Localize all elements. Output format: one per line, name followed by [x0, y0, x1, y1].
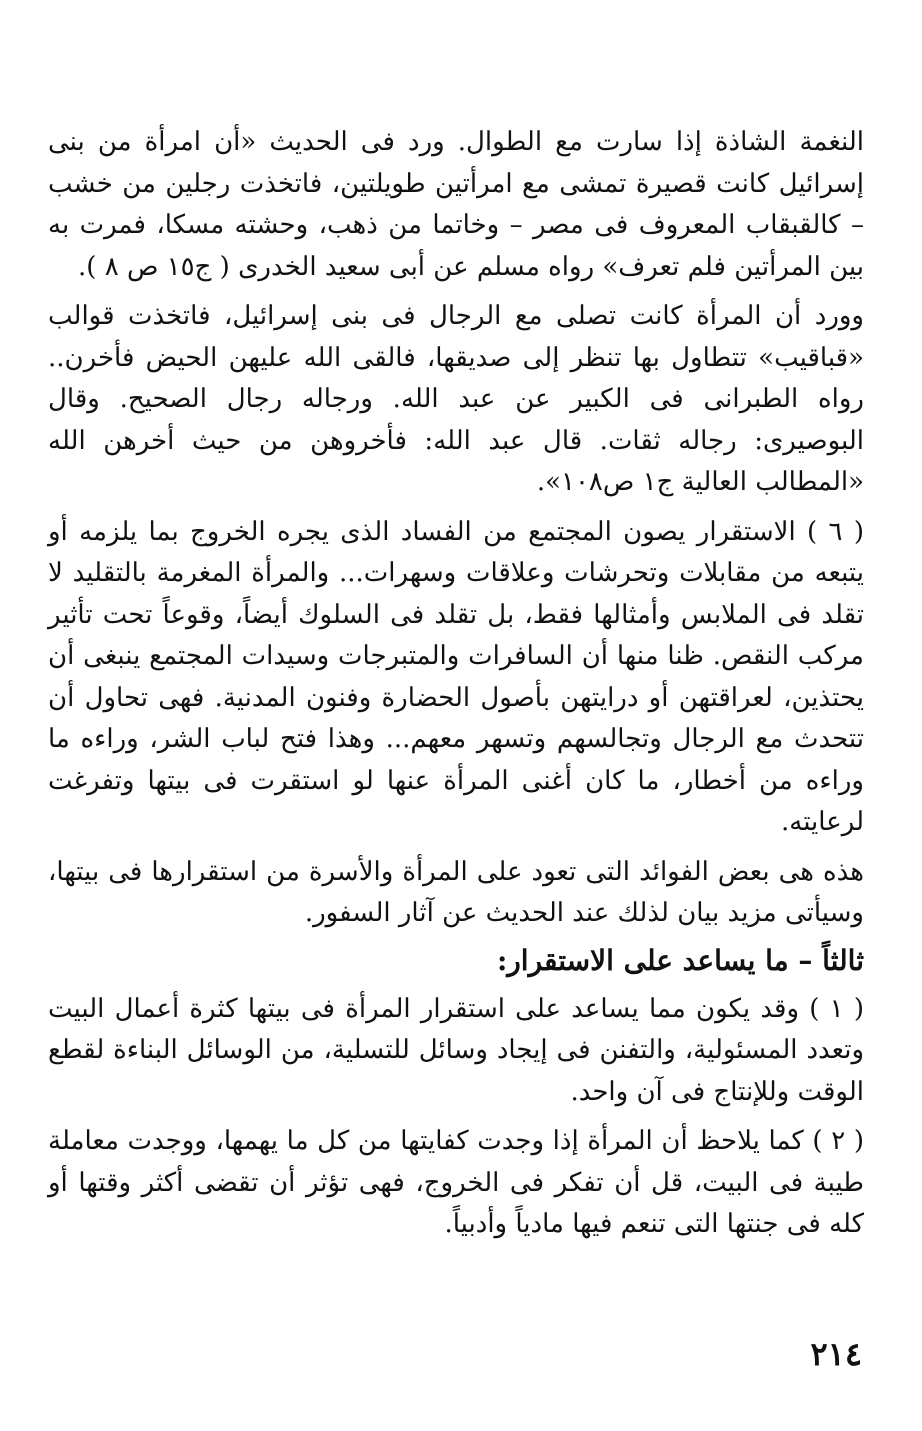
- page-number: ٢١٤: [810, 1335, 862, 1373]
- paragraph-point-1: ( ١ ) وقد يكون مما يساعد على استقرار المرأة فى بيتها كثرة أعمال البيت وتعدد المسئولية، والتفنن فى إيجاد وسائل للتسلية، من الوسائل البناءة لقطع الوقت وللإنتاج فى آن واحد.: [48, 993, 864, 1107]
- section-heading: ثالثاً – ما يساعد على الاستقرار:: [496, 943, 864, 977]
- paragraph-women-prayer: وورد أن المرأة كانت تصلى مع الرجال فى بنى إسرائيل، فاتخذت قوالب «قباقيب» تتطاول بها تنظر إلى صديقها، فالقى الله عليهن الحيض فأخرن.. رواه الطبرانى فى الكبير عن عبد الله. ورجاله رجال الصحيح. وقال البوصيرى: رجاله ثقات. قال عبد الله: فأخروهن من حيث أخرهن الله «المطالب العالية ج١ ص١٠٨».: [48, 301, 864, 497]
- paragraph-point-2: ( ٢ ) كما يلاحظ أن المرأة إذا وجدت كفايتها من كل ما يهمها، ووجدت معاملة طيبة فى البيت، قل أن تفكر فى الخروج، فهى تؤثر أن تقضى أكثر وقتها أو كله فى جنتها التى تنعم فيها مادياً وأدبياً.: [48, 1126, 864, 1239]
- paragraph-summary: هذه هى بعض الفوائد التى تعود على المرأة والأسرة من استقرارها فى بيتها، وسيأتى مزيد بيان لذلك عند الحديث عن آثار السفور.: [48, 856, 864, 928]
- paragraph-hadith-short-woman: النغمة الشاذة إذا سارت مع الطوال. ورد فى الحديث «أن امرأة من بنى إسرائيل كانت قصيرة تمشى مع امرأتين طويلتين، فاتخذت رجلين من خشب – كالقبقاب المعروف فى مصر – وخاتما من ذهب، وحشته مسكا، فمرت به بين المرأتين فلم تعرف» رواه مسلم عن أبى سعيد الخدرى ( ج١٥ ص ٨ ).: [48, 127, 864, 282]
- paragraph-point-6: ( ٦ ) الاستقرار يصون المجتمع من الفساد الذى يجره الخروج بما يلزمه أو يتبعه من مقابلات وتحرشات وعلاقات وسهرات... والمرأة المغرمة بالتقليد لا تقلد فى الملابس وأمثالها فقط، بل تقلد فى السلوك أيضاً، وقوعاً تحت تأثير مركب النقص. ظنا منها أن السافرات والمتبرجات وسيدات المجتمع ينبغى أن يحتذين، لعراقتهن أو درايتهن بأصول الحضارة وفنون المدنية. فهى تحاول أن تتحدث مع الرجال وتجالسهم وتسهر معهم... وهذا فتح لباب الشر، وراءه ما وراءه من أخطار، ما كان أغنى المرأة عنها لو استقرت فى بيتها وتفرغت لرعايته.: [48, 516, 864, 837]
